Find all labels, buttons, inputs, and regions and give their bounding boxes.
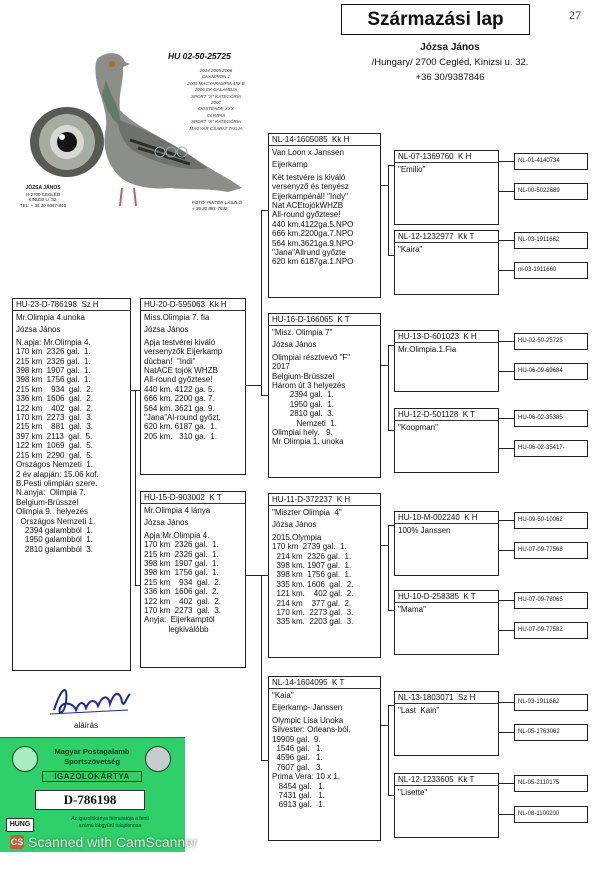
connector bbox=[499, 732, 514, 733]
mother-line: 215 km 2326 gal. 1. bbox=[144, 549, 219, 559]
connector bbox=[499, 520, 514, 521]
mf-line: 398 km 1756 gal. 1. bbox=[272, 570, 352, 580]
subject-line: Józsa János bbox=[16, 325, 61, 335]
subject-line: 1950 galambból 1. bbox=[16, 535, 93, 545]
connector bbox=[499, 600, 514, 601]
mother-line: legkiválóbb bbox=[144, 624, 209, 634]
g3-box-7 bbox=[394, 691, 499, 756]
mf-details bbox=[269, 506, 380, 629]
fm-ring: HU-16-D-166065 K T bbox=[269, 314, 380, 326]
g3-ring-6: HU-10-D-258385 K T bbox=[395, 591, 498, 603]
fm-line: 1950 gal. 1. bbox=[272, 399, 334, 409]
g3-box-8 bbox=[394, 773, 499, 838]
ff-line: Van Loon x Janssen bbox=[272, 148, 344, 157]
father-line: Miss.Olimpia 7. fia bbox=[144, 313, 210, 322]
father-box bbox=[140, 298, 246, 475]
connector bbox=[388, 430, 394, 431]
g4-box: nl-03-1911660 bbox=[514, 262, 588, 279]
father-line: 564 km. 3621 ga. 9. bbox=[144, 403, 215, 413]
fm-line: Mr Olimpia 1. unoka bbox=[272, 437, 344, 447]
fm-details bbox=[269, 326, 380, 449]
mother-line: 122 km 402 gal. 2. bbox=[144, 596, 221, 606]
subject-line: 336 km 1606 gal. 2. bbox=[16, 394, 93, 404]
subject-line: 170 km 2273 gal. 3. bbox=[16, 413, 93, 423]
mm-line: 6913 gal. 1. bbox=[272, 800, 325, 810]
connector bbox=[261, 395, 268, 396]
connector bbox=[261, 575, 262, 760]
card-org: Magyar Postagalamb Sportszövetség bbox=[54, 747, 130, 766]
subject-line: 215 km 934 gal. 2. bbox=[16, 384, 93, 394]
mf-line: 214 km 2326 gal. 1. bbox=[272, 551, 352, 561]
subject-line: 2394 galambból 1. bbox=[16, 525, 93, 535]
connector bbox=[246, 385, 262, 386]
connector bbox=[388, 610, 394, 611]
mm-line: Olympic Lisa Unoka bbox=[272, 715, 344, 725]
g3-box-4 bbox=[394, 408, 499, 473]
father-line: versenyzők Eijerkamp bbox=[144, 347, 223, 357]
g3-name-3: Mr.Olimpia.1.Fia bbox=[398, 345, 457, 354]
g4-box: NL-05-2110175 bbox=[514, 775, 588, 792]
mother-details bbox=[141, 504, 245, 636]
mm-line: 4596 gal. 1. bbox=[272, 753, 323, 763]
g3-name-1: "Emilio" bbox=[398, 165, 426, 174]
connector bbox=[499, 270, 514, 271]
g3-name-4: "Koopman" bbox=[398, 423, 438, 432]
photo-achievements: 2014 2005 2006 CHAMPION 1 2005 MAGYARAMPIA 452 B 2006 EK GALAMBJA SPORT "A" KATEGÓRIA 2007 OOSTENDE XXX OLIMPIA SPORT "A" KATEGÓRIA MAGYAR CSAPAT TAGJA bbox=[187, 68, 245, 131]
subject-line: Országos Nemzeti 1. bbox=[16, 516, 96, 526]
card-number: D-786198 bbox=[35, 790, 145, 810]
connector bbox=[135, 390, 136, 585]
connector bbox=[499, 240, 514, 241]
father-line: 440 km. 4122 ga. 5. bbox=[144, 384, 215, 394]
eye-image bbox=[30, 107, 104, 177]
mother-line: 398 km 1756 gal. 1. bbox=[144, 568, 219, 578]
mf-line: 170 km. 2273 gal. 3. bbox=[272, 608, 354, 618]
ff-line: 440 km.4122ga.5.NPO bbox=[272, 219, 354, 229]
mf-ring: HU-11-D-372237 K H bbox=[269, 494, 380, 506]
ff-line: Nat ACEtojókWHZB bbox=[272, 201, 344, 211]
connector bbox=[499, 161, 514, 162]
card-country: HUNG bbox=[6, 818, 34, 832]
fm-line: 2394 gal. 1. bbox=[272, 390, 334, 400]
mother-line: 170 km 2273 gal. 3. bbox=[144, 606, 221, 616]
g3-ring-1: NL-07-1369760 K H bbox=[395, 151, 498, 163]
connector bbox=[388, 795, 394, 796]
g3-name-7: "Last Kain" bbox=[398, 706, 440, 715]
fm-line: Három út 3 helyezés bbox=[272, 381, 346, 391]
fm-box bbox=[268, 313, 381, 478]
connector bbox=[499, 702, 514, 703]
photo-ring-number: HU 02-50-25725 bbox=[168, 51, 231, 61]
subject-line: 397 km 2113 gal. 5. bbox=[16, 431, 93, 441]
mother-line: 215 km 934 gal. 2. bbox=[144, 577, 221, 587]
g4-box: HU-07-09-77568 bbox=[514, 542, 588, 559]
subject-line: Mr.Olimpia 4.unoka bbox=[16, 313, 85, 322]
mf-line: 335 km. 2203 gal. 3. bbox=[272, 617, 354, 627]
subject-details bbox=[13, 311, 130, 556]
mm-ring: NL-14-1604095 K T bbox=[269, 677, 380, 689]
subject-line: 122 km 1069 gal. 5. bbox=[16, 441, 93, 451]
mf-line: Józsa János bbox=[272, 520, 317, 530]
mm-line: 1546 gal. 1. bbox=[272, 744, 323, 754]
g4-box: NL-03-1911662 bbox=[514, 694, 588, 711]
g3-ring-3: HU-13-D-601023 K H bbox=[395, 331, 498, 343]
ff-line: All-round győztese! bbox=[272, 210, 341, 220]
ff-line: Két testvére is kiváló bbox=[272, 172, 346, 182]
fm-line: Olimpiai résztvevő "F" bbox=[272, 352, 351, 362]
fm-line: 2017 bbox=[272, 362, 290, 372]
subject-line: 122 km 402 gal. 2. bbox=[16, 403, 93, 413]
father-line: Apja testvérei kiváló bbox=[144, 337, 216, 347]
g3-name-2: "Kaira" bbox=[398, 245, 423, 254]
g3-ring-4: HU-12-D-501128 K T bbox=[395, 409, 498, 421]
connector bbox=[261, 210, 268, 211]
g4-box: NL-05-1763062 bbox=[514, 724, 588, 741]
scanner-watermark bbox=[10, 834, 198, 850]
subject-line: 2810 galambból 3. bbox=[16, 544, 93, 554]
connector bbox=[388, 705, 389, 795]
fm-line: Belgium-Brüsszel bbox=[272, 371, 335, 381]
mf-line: 170 km 2739 gal. 1. bbox=[272, 542, 347, 552]
fm-line: "Misz. Olimpia 7" bbox=[272, 328, 333, 337]
g3-ring-2: NL-12-1232977 Kk T bbox=[395, 231, 498, 243]
page-number: 27 bbox=[569, 8, 581, 22]
photo-owner-caption: JÓZSA JÁNOS H-2700 CEGLÉD KINIZSI U. 32. TEL: + 36 30 9387-846 bbox=[19, 185, 67, 208]
camscanner-icon: CS bbox=[10, 837, 24, 847]
ff-box bbox=[268, 133, 381, 298]
connector bbox=[499, 191, 514, 192]
mf-box bbox=[268, 493, 381, 658]
card-note: Az igazolókártya felmutatója a fenti számú lábgyűrű tulajdonosa bbox=[71, 816, 149, 829]
connector bbox=[499, 371, 514, 372]
connector bbox=[388, 165, 394, 166]
connector bbox=[499, 783, 514, 784]
mf-line: 2015.Olympia bbox=[272, 532, 322, 542]
connector bbox=[388, 345, 394, 346]
g4-box: NL-08-1100200 bbox=[514, 806, 588, 823]
connector bbox=[388, 255, 394, 256]
signature-label: aláírás bbox=[74, 721, 99, 730]
subject-line: N.apja: Mr.Olimpia 4. bbox=[16, 337, 91, 347]
ff-line: "Jana"Allrund győzte bbox=[272, 248, 346, 258]
mm-details bbox=[269, 689, 380, 812]
father-line: 666 km. 2200 ga. 7. bbox=[144, 394, 215, 404]
g4-box: NL-00-5022689 bbox=[514, 183, 588, 200]
owner-block bbox=[355, 40, 545, 85]
subject-line: 215 km 881 gal. 3. bbox=[16, 422, 93, 432]
mf-line: 121 km. 402 gal. 2. bbox=[272, 589, 354, 599]
title-box bbox=[341, 4, 530, 35]
father-line: NatACE tojók WHZB bbox=[144, 366, 218, 376]
fm-line: 2810 gal. 3. bbox=[272, 409, 334, 419]
mm-line: Eijerkamp- Janssen bbox=[272, 703, 343, 713]
mother-line: 170 km 2326 gal. 1. bbox=[144, 540, 219, 550]
card-logo-left bbox=[12, 746, 38, 772]
watermark-text: Scanned with CamScanner bbox=[28, 834, 198, 850]
connector bbox=[499, 630, 514, 631]
mother-line: Anyja: Eijerkamptól bbox=[144, 615, 215, 625]
g4-box: HU-02-50-25725 bbox=[514, 333, 588, 350]
father-line: 620 km. 6187 ga. 1. bbox=[144, 422, 217, 432]
mother-line: 336 km 1606 gal. 2. bbox=[144, 587, 219, 597]
fm-line: Olimpiai hely. 9. bbox=[272, 428, 333, 438]
mother-box bbox=[140, 491, 246, 668]
connector bbox=[388, 705, 394, 706]
connector bbox=[388, 525, 389, 610]
g4-box: NL-03-1911662 bbox=[514, 232, 588, 249]
card-logo-right bbox=[145, 746, 171, 772]
mm-line: Prima Vera: 10 x 1. bbox=[272, 772, 341, 782]
g4-box: NL-01-4140734 bbox=[514, 153, 588, 170]
mf-line: 335 km. 1606 gal. 2. bbox=[272, 579, 354, 589]
g3-ring-5: HU-10-M-002240 K H bbox=[395, 512, 498, 524]
mm-line: 8454 gal. 1. bbox=[272, 781, 325, 791]
subject-pigeon-box bbox=[12, 298, 131, 671]
connector bbox=[261, 210, 262, 395]
connector bbox=[261, 575, 268, 576]
father-line: All-round győztese! bbox=[144, 375, 213, 385]
ff-line: 564 km.3621ga.9.NPO bbox=[272, 238, 354, 248]
connector bbox=[135, 390, 140, 391]
subject-line: 398 km 1756 gal. 1. bbox=[16, 375, 91, 385]
g3-name-6: "Mama" bbox=[398, 605, 426, 614]
father-details bbox=[141, 311, 245, 443]
subject-line: 2 év alapján: 15.06 kof. bbox=[16, 469, 99, 479]
connector bbox=[261, 760, 268, 761]
connector bbox=[499, 341, 514, 342]
connector bbox=[135, 585, 140, 586]
g4-box: HU-06-02-35385 bbox=[514, 410, 588, 427]
subject-line: 215 km 2326 gal. 1. bbox=[16, 356, 91, 366]
mm-line: 19909 gal. 9. bbox=[272, 734, 321, 744]
g4-box: HU-06-02-35417- bbox=[514, 440, 588, 457]
ff-line: 620 km 6187ga.1.NPO bbox=[272, 257, 354, 267]
subject-line: 170 km 2326 gal. 1. bbox=[16, 347, 91, 357]
mm-box bbox=[268, 676, 381, 841]
g3-box-5 bbox=[394, 511, 499, 576]
mm-line: 7431 gal. 1. bbox=[272, 791, 325, 801]
connector bbox=[388, 165, 389, 255]
pigeon-photo-card bbox=[10, 40, 260, 220]
mm-line: Silvester: Orleans-ból, bbox=[272, 725, 351, 735]
mf-line: 214 km 377 gal. 2. bbox=[272, 598, 352, 608]
father-line: dúcban! "Indi" bbox=[144, 356, 196, 366]
connector bbox=[499, 550, 514, 551]
father-line: Józsa János bbox=[144, 325, 189, 335]
subject-ring: HU-23-D-786198 Sz H bbox=[13, 299, 130, 311]
subject-line: B.Pesti olimpián szere. bbox=[16, 478, 98, 488]
g4-box: HU-07-09-78065 bbox=[514, 592, 588, 609]
mother-line: Apja:Mr.Olimpia 4. bbox=[144, 530, 210, 540]
father-ring: HU-20-D-595063 Kk H bbox=[141, 299, 245, 311]
subject-line: 398 km 1907 gal. 1. bbox=[16, 366, 91, 376]
father-line: 205 km. 310 ga. 1. bbox=[144, 431, 217, 441]
g3-box-2 bbox=[394, 230, 499, 295]
connector bbox=[388, 525, 394, 526]
mother-line: 398 km 1907 gal. 1. bbox=[144, 559, 219, 569]
mother-ring: HU-15-D-903002 K T bbox=[141, 492, 245, 504]
subject-line: Belgium-Brüsszel bbox=[16, 497, 79, 507]
ff-line: versenyző és tenyész bbox=[272, 182, 349, 192]
connector bbox=[388, 345, 389, 430]
card-title: IGAZOLÓKÁRTYA bbox=[42, 771, 142, 782]
subject-line: 215 km 2290 gal. 5. bbox=[16, 450, 93, 460]
g4-box: HU-09-50-10062 bbox=[514, 512, 588, 529]
ff-details bbox=[269, 146, 380, 269]
ff-line: Eijerkampénál! "Indy" bbox=[272, 191, 348, 201]
mm-line: 7607 gal. 3. bbox=[272, 762, 323, 772]
father-line: "Jana"Al-round győzt. bbox=[144, 413, 221, 423]
mother-line: Józsa János bbox=[144, 518, 189, 528]
fm-line: Nemzeti 1. bbox=[272, 418, 337, 428]
subject-line: Olimpia 9. helyezés bbox=[16, 507, 89, 517]
g3-ring-7: NL-13-1803071 Sz H bbox=[395, 692, 498, 704]
ff-line: Eijerkamp bbox=[272, 160, 308, 170]
photo-credit: FOTÓ: PINTÉR LÁSZLÓ + 36 30 881-7542 bbox=[192, 200, 243, 211]
connector bbox=[499, 418, 514, 419]
g3-box-1 bbox=[394, 150, 499, 225]
owner-phone: +36 30/9387846 bbox=[415, 72, 485, 83]
page-title: Származási lap bbox=[367, 8, 504, 30]
g3-box-3 bbox=[394, 330, 499, 392]
g3-name-8: "Lisette" bbox=[398, 788, 428, 797]
g3-name-5: 100% Janssen bbox=[398, 526, 451, 535]
ff-line: 666 km.2200ga.7.NPO bbox=[272, 229, 354, 239]
subject-line: Országos Nemzeti 1. bbox=[16, 460, 93, 470]
mf-line: "Miszter Olimpia 4" bbox=[272, 508, 342, 517]
mother-line: Mr.Olimpia 4 lánya bbox=[144, 506, 211, 515]
fm-line: Józsa János bbox=[272, 340, 317, 350]
subject-line: N.anyja: Olimpia 7. bbox=[16, 488, 86, 498]
g4-box: HU-06-09-69684 bbox=[514, 363, 588, 380]
ff-ring: NL-14-1605085 Kk H bbox=[269, 134, 380, 146]
mf-line: 398 km. 1907 gal. 1. bbox=[272, 561, 352, 571]
owner-address: /Hungary/ 2700 Cegléd, Kinizsi u. 32. bbox=[371, 57, 529, 68]
signature-image bbox=[48, 680, 133, 722]
g4-box: HU-07-09-77582 bbox=[514, 622, 588, 639]
connector bbox=[499, 814, 514, 815]
g3-ring-8: NL-12-1233605 Kk T bbox=[395, 774, 498, 786]
connector bbox=[499, 448, 514, 449]
connector bbox=[246, 575, 262, 576]
g3-box-6 bbox=[394, 590, 499, 655]
owner-name: Józsa János bbox=[420, 42, 480, 53]
mm-line: "Kaia" bbox=[272, 691, 294, 700]
